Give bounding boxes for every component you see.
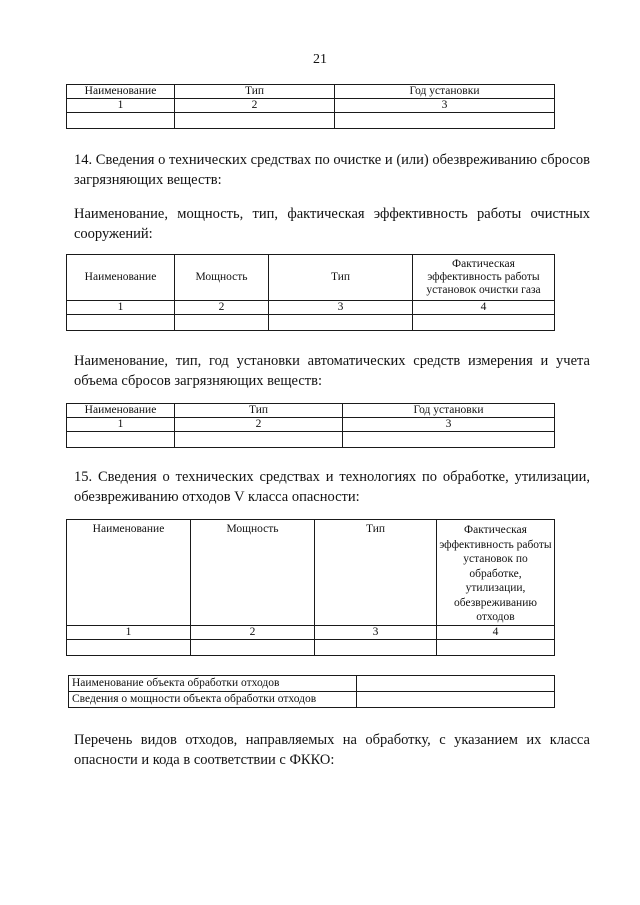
processing-object-capacity-value[interactable]: [357, 692, 555, 708]
header-name: Наименование: [67, 255, 175, 301]
column-number: 1: [67, 418, 175, 432]
header-type: Тип: [315, 520, 437, 626]
header-type: Тип: [175, 404, 343, 418]
column-number: 1: [67, 626, 191, 640]
header-efficiency: Фактическая эффективность работы установок по обработке, утилизации, обезвреживанию отходов: [437, 520, 555, 626]
treatment-facilities-table: [66, 254, 555, 331]
empty-cell[interactable]: [175, 432, 343, 448]
page-number: 21: [313, 52, 327, 67]
empty-cell[interactable]: [315, 640, 437, 656]
section-14-caption-2: Наименование, тип, год установки автоматических средств измерения и учета объема сбросов загрязняющих веществ:: [74, 353, 590, 389]
header-type: Тип: [269, 255, 413, 301]
processing-object-name-value[interactable]: [357, 676, 555, 692]
header-year: Год установки: [335, 85, 555, 99]
empty-cell[interactable]: [175, 113, 335, 129]
header-year: Год установки: [343, 404, 555, 418]
empty-cell[interactable]: [269, 315, 413, 331]
column-number: 1: [67, 99, 175, 113]
empty-cell[interactable]: [413, 315, 555, 331]
empty-cell[interactable]: [335, 113, 555, 129]
empty-cell[interactable]: [343, 432, 555, 448]
column-number: 2: [191, 626, 315, 640]
header-capacity: Мощность: [175, 255, 269, 301]
column-number: 2: [175, 301, 269, 315]
empty-cell[interactable]: [437, 640, 555, 656]
column-number: 3: [335, 99, 555, 113]
section-14-heading: 14. Сведения о технических средствах по очистке и (или) обезвреживанию сбросов загрязняющих веществ:: [74, 152, 590, 188]
empty-cell[interactable]: [67, 315, 175, 331]
column-number: 1: [67, 301, 175, 315]
header-name: Наименование: [67, 85, 175, 99]
column-number: 2: [175, 99, 335, 113]
measurement-devices-table: [66, 403, 555, 448]
column-number: 3: [315, 626, 437, 640]
empty-cell[interactable]: [67, 113, 175, 129]
column-number: 3: [269, 301, 413, 315]
header-type: Тип: [175, 85, 335, 99]
header-capacity: Мощность: [191, 520, 315, 626]
section-14-caption-1: Наименование, мощность, тип, фактическая эффективность работы очистных сооружений:: [74, 206, 590, 242]
processing-object-name-label: Наименование объекта обработки отходов: [69, 676, 357, 692]
equipment-table-top: [66, 84, 555, 129]
column-number: 3: [343, 418, 555, 432]
empty-cell[interactable]: [175, 315, 269, 331]
column-number: 4: [437, 626, 555, 640]
waste-list-caption: Перечень видов отходов, направляемых на обработку, с указанием их класса опасности и кода в соответствии с ФККО:: [74, 732, 590, 768]
empty-cell[interactable]: [67, 432, 175, 448]
column-number: 2: [175, 418, 343, 432]
waste-processing-table: [66, 519, 555, 656]
empty-cell[interactable]: [191, 640, 315, 656]
header-name: Наименование: [67, 520, 191, 626]
empty-cell[interactable]: [67, 640, 191, 656]
column-number: 4: [413, 301, 555, 315]
header-efficiency: Фактическая эффективность работы установок очистки газа: [413, 255, 555, 301]
processing-object-capacity-label: Сведения о мощности объекта обработки отходов: [69, 692, 357, 708]
header-name: Наименование: [67, 404, 175, 418]
processing-object-info-table: [68, 675, 555, 708]
section-15-heading: 15. Сведения о технических средствах и технологиях по обработке, утилизации, обезвреживанию отходов V класса опасности:: [74, 469, 590, 505]
